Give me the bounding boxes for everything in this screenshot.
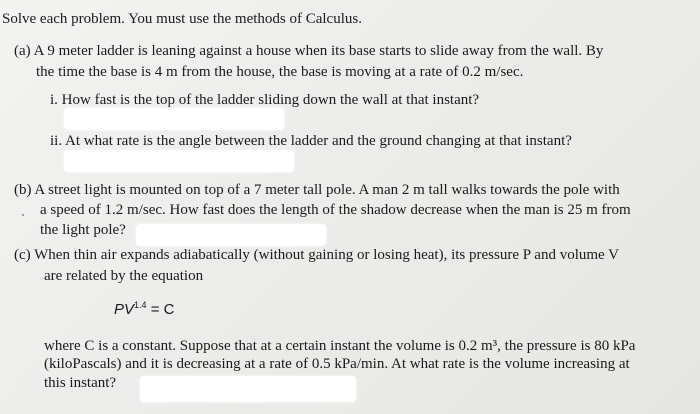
answer-box-c[interactable] — [140, 376, 356, 402]
problem-b-line-3: the light pole? — [40, 222, 126, 238]
answer-box-a-i[interactable] — [64, 108, 284, 130]
problem-a-line-2: the time the base is 4 m from the house, the base is moving at a rate of 0.2 m/sec. — [36, 64, 524, 80]
problem-b-line-2: a speed of 1.2 m/sec. How fast does the length of the shadow decrease when the man is 25 m from — [40, 202, 631, 218]
stray-mark — [22, 214, 24, 216]
equation-rest: = C — [146, 301, 175, 318]
problem-c-line-4: (kiloPascals) and it is decreasing at a rate of 0.5 kPa/min. At what rate is the volume increasing at — [44, 356, 630, 372]
problem-b-line-1: (b) A street light is mounted on top of a 7 meter tall pole. A man 2 m tall walks towards the pole with — [14, 182, 620, 198]
equation-exponent: 1.4 — [134, 300, 147, 310]
problem-c-line-2: are related by the equation — [44, 268, 204, 284]
problem-a-line-1: (a) A 9 meter ladder is leaning against a house when its base starts to slide away from the wall. By — [14, 43, 604, 59]
problem-c-line-1: (c) When thin air expands adiabatically (without gaining or losing heat), its pressure P and volume V — [14, 247, 619, 263]
problem-a-part-i: i. How fast is the top of the ladder sliding down the wall at that instant? — [50, 92, 480, 108]
answer-box-a-ii[interactable] — [64, 150, 294, 172]
instructions-header: Solve each problem. You must use the methods of Calculus. — [2, 11, 362, 27]
problem-c-line-5: this instant? — [44, 375, 117, 391]
equation — [114, 300, 174, 318]
problem-c-line-3: where C is a constant. Suppose that at a certain instant the volume is 0.2 m³, the pressure is 80 kPa — [44, 338, 636, 354]
problem-a-part-ii: ii. At what rate is the angle between the ladder and the ground changing at that instant? — [50, 133, 572, 149]
equation-base: PV — [114, 301, 135, 318]
answer-box-b[interactable] — [136, 224, 326, 246]
